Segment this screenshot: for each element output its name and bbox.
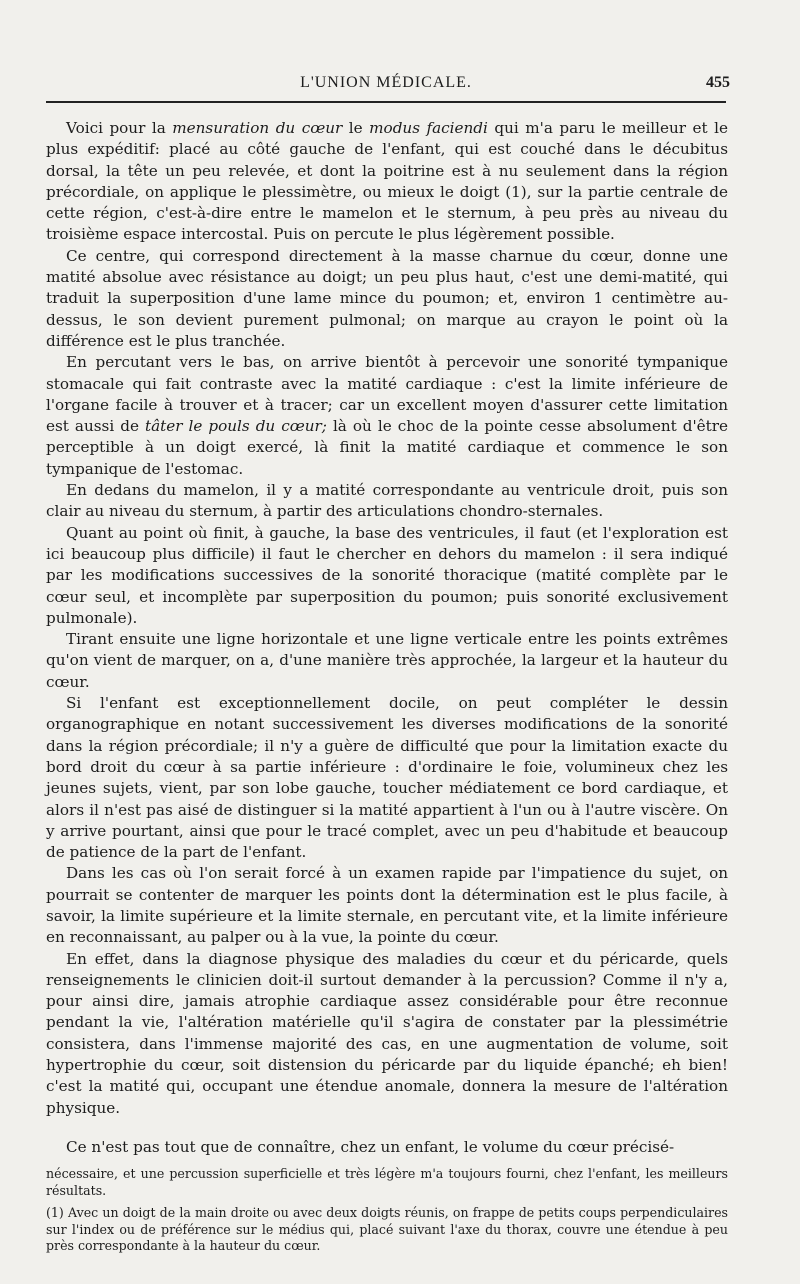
paragraph: Si l'enfant est exceptionnellement docile, on peut compléter le dessin organographique en notant successivement les diverses modifications de la sonorité dans la région précordiale; il n'y a guère de difficulté que pour la limitation exacte du bord droit du cœur à sa partie inférieure : d'ordinaire le foie, volumineux chez les jeunes sujets, vient, par son lobe gauche, toucher médiatement ce bord cardiaque, et alors il n'est pas aisé de distinguer si la matité appartient à l'un ou à l'autre viscère. On y arrive pourtant, ainsi que pour le tracé complet, avec un peu d'habitude et beaucoup de patience de la part de l'enfant. (46, 694, 728, 862)
paragraph (46, 118, 728, 246)
running-title: L'UNION MÉDICALE. (300, 74, 472, 91)
paragraph: Tirant ensuite une ligne horizontale et une ligne verticale entre les points extrêmes qu'on vient de marquer, on a, d'une manière très approchée, la largeur et la hauteur du cœur. (46, 630, 728, 691)
italic-term: tâter le pouls du cœur; (144, 417, 327, 436)
italic-term: mensuration du cœur (172, 119, 343, 137)
text-span: Voici pour la (66, 119, 173, 137)
paragraph: Dans les cas où l'on serait forcé à un examen rapide par l'impatience du sujet, on pourrait se contenter de marquer les points dont la détermination est le plus facile, à savoir, la limite supérieure et la limite sternale, en percutant vite, et la limite inférieure en reconnaissant, au palper ou à la vue, la pointe du cœur. (46, 864, 728, 947)
footnote-1: (1) Avec un doigt de la main droite ou avec deux doigts réunis, on frappe de petits coups perpendiculaires sur l'index ou de préférence sur le médius qui, placé suivant l'axe du thorax, couvre une étendue à peu près correspondante à la hauteur du cœur. (46, 1205, 728, 1254)
italic-term: modus faciendi (369, 119, 488, 137)
footnote-separator (46, 1158, 726, 1159)
text-span: qui m'a paru le meilleur et le plus expéditif: placé au côté gauche de l'enfant, qui est couché dans le décubitus dorsal, la tête un peu relevée, et dont la poitrine est à nu seulement dans la région précordiale, on applique le plessimètre, ou mieux le doigt (1), sur la partie centrale de cette région, c'est-à-dire entre le mamelon et le sternum, à peu près au niveau du troisième espace intercostal. Puis on percute le plus légèrement possible. (46, 119, 728, 244)
footnotes (46, 1166, 728, 1255)
article-body (46, 118, 728, 1158)
page-number: 455 (706, 74, 730, 91)
text-span: le (342, 119, 370, 137)
paragraph: Ce n'est pas tout que de connaître, chez un enfant, le volume du cœur précisé- (66, 1137, 675, 1156)
paragraph: Ce centre, qui correspond directement à la masse charnue du cœur, donne une matité absolue avec résistance au doigt; un peu plus haut, c'est une demi-matité, qui traduit la superposition d'une lame mince du poumon; et, environ 1 centimètre au-dessus, le son devient purement pulmonal; on marque au crayon le point où la différence est le plus tranchée. (46, 246, 728, 350)
paragraph (46, 352, 728, 480)
paragraph: En dedans du mamelon, il y a matité correspondante au ventricule droit, puis son clair au niveau du sternum, à partir des articulations chondro-sternales. (46, 481, 728, 521)
paragraph: En effet, dans la diagnose physique des maladies du cœur et du péricarde, quels renseignements le clinicien doit-il surtout demander à la percussion? Comme il n'y a, pour ainsi dire, jamais atrophie cardiaque assez considérable pour être reconnue pendant la vie, l'altération matérielle qu'il s'agira de constater par la plessimétrie consistera, dans l'immense majorité des cas, en une augmentation de volume, soit hypertrophie du cœur, soit distension du péricarde par du liquide épanché; eh bien! c'est la matité qui, occupant une étendue anomale, donnera la mesure de l'altération physique. (46, 949, 728, 1117)
footnote-continuation: nécessaire, et une percussion superficielle et très légère m'a toujours fourni, chez l'enfant, les meilleurs résultats. (46, 1166, 728, 1198)
paragraph: Quant au point où finit, à gauche, la base des ventricules, il faut (et l'exploration est ici beaucoup plus difficile) il faut le chercher en dehors du mamelon : il sera indiqué par les modifications successives de la sonorité thoracique (matité complète par le cœur seul, et incomplète par superposition du poumon; puis sonorité exclusivement pulmonale). (46, 523, 728, 627)
page-header (46, 68, 730, 98)
header-rule (46, 101, 726, 103)
text-span: En percutant vers le bas, on arrive bientôt à percevoir une sonorité tympanique stomacale qui fait contraste avec la matité cardiaque : c'est la limite inférieure de l'organe facile à trouver et à tracer; car un excellent moyen d'assurer cette limitation est aussi de (46, 353, 728, 436)
text-span: là où le choc de la pointe cesse absolument d'être perceptible à un doigt exercé, là finit la matité cardiaque et commence le son tympanique de l'estomac. (46, 417, 728, 478)
